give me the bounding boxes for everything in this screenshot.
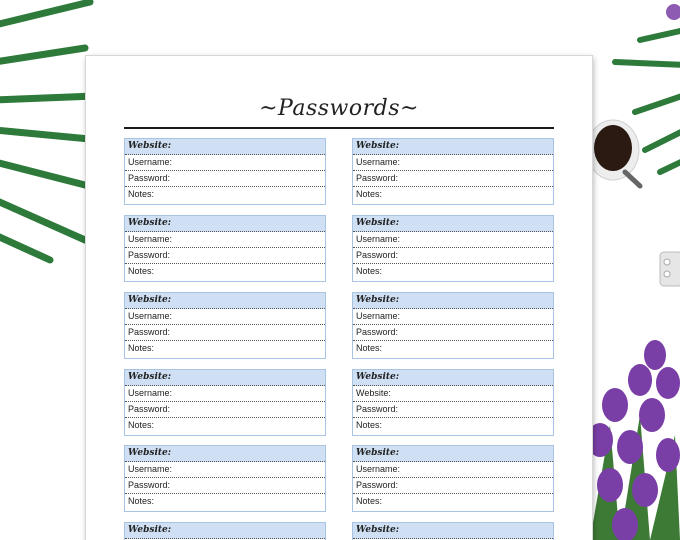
page-title: ~Passwords~ (259, 96, 419, 121)
username-field[interactable]: Username: (125, 309, 325, 325)
website-field[interactable]: Website: (125, 523, 325, 539)
password-field[interactable]: Password: (353, 325, 553, 341)
username-field[interactable]: Username: (353, 232, 553, 248)
website-field[interactable]: Website: (125, 446, 325, 462)
password-card (352, 138, 554, 205)
notes-field[interactable]: Notes: (128, 420, 155, 430)
palm-leaves-decoration (600, 0, 680, 200)
password-field[interactable]: Password: (125, 325, 325, 341)
password-card (124, 445, 326, 512)
website-field[interactable]: Website: (353, 370, 553, 386)
notes-field[interactable]: Notes: (356, 343, 383, 353)
tulips-decoration (580, 335, 680, 540)
username-field[interactable]: Website: (353, 386, 553, 402)
username-field[interactable]: Username: (353, 462, 553, 478)
username-field[interactable]: Username: (125, 462, 325, 478)
password-card (124, 369, 326, 436)
website-field[interactable]: Website: (125, 370, 325, 386)
password-field[interactable]: Password: (353, 171, 553, 187)
password-field[interactable]: Password: (125, 478, 325, 494)
notes-field[interactable]: Notes: (128, 343, 155, 353)
password-card (352, 522, 554, 540)
password-card (124, 522, 326, 540)
password-sheet (86, 56, 592, 540)
notes-field[interactable]: Notes: (356, 266, 383, 276)
username-field[interactable]: Username: (353, 155, 553, 171)
password-card (352, 445, 554, 512)
notes-field[interactable]: Notes: (356, 420, 383, 430)
website-field[interactable]: Website: (125, 293, 325, 309)
website-field[interactable]: Website: (353, 139, 553, 155)
title-divider (124, 127, 554, 129)
password-card (352, 369, 554, 436)
username-field[interactable]: Username: (125, 232, 325, 248)
notes-field[interactable]: Notes: (356, 496, 383, 506)
website-field[interactable]: Website: (353, 216, 553, 232)
password-field[interactable]: Password: (125, 171, 325, 187)
password-card (352, 292, 554, 359)
website-field[interactable]: Website: (353, 446, 553, 462)
coffee-cup-decoration (585, 108, 655, 193)
password-card (352, 215, 554, 282)
notes-field[interactable]: Notes: (128, 189, 155, 199)
password-field[interactable]: Password: (125, 248, 325, 264)
notes-field[interactable]: Notes: (356, 189, 383, 199)
username-field[interactable]: Username: (125, 155, 325, 171)
website-field[interactable]: Website: (125, 139, 325, 155)
password-field[interactable]: Password: (353, 248, 553, 264)
password-field[interactable]: Password: (125, 402, 325, 418)
password-field[interactable]: Password: (353, 478, 553, 494)
password-card (124, 292, 326, 359)
website-field[interactable]: Website: (125, 216, 325, 232)
password-card (124, 215, 326, 282)
notes-field[interactable]: Notes: (128, 266, 155, 276)
password-card (124, 138, 326, 205)
password-field[interactable]: Password: (353, 402, 553, 418)
website-field[interactable]: Website: (353, 293, 553, 309)
notes-field[interactable]: Notes: (128, 496, 155, 506)
website-field[interactable]: Website: (353, 523, 553, 539)
username-field[interactable]: Username: (125, 386, 325, 402)
username-field[interactable]: Username: (353, 309, 553, 325)
pills-decoration (655, 250, 680, 290)
